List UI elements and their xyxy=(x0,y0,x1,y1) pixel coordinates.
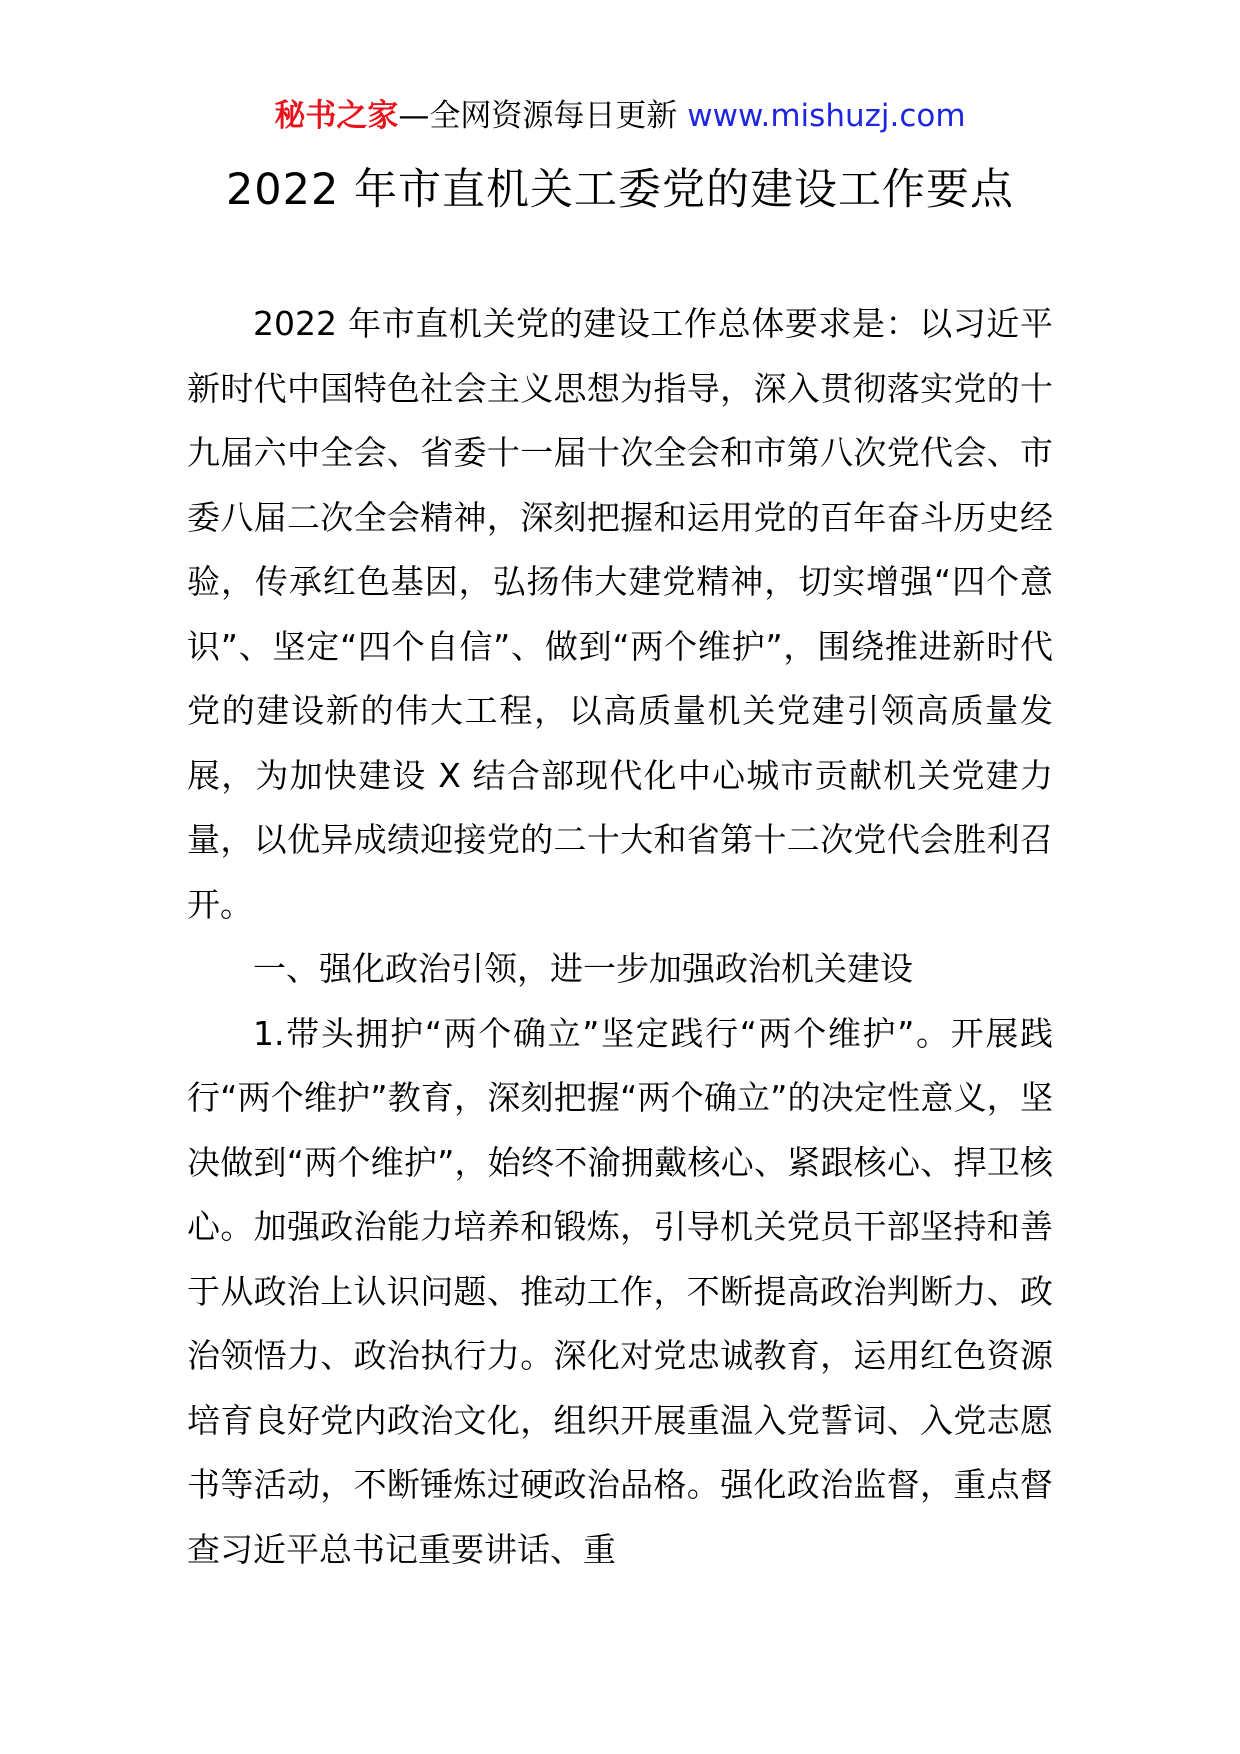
section-heading: 一、强化政治引领，进一步加强政治机关建设 xyxy=(253,949,913,988)
website-link[interactable]: www.mishuzj.com xyxy=(687,98,966,134)
site-header xyxy=(0,96,1240,136)
header-tagline: —全网资源每日更新 xyxy=(398,98,688,134)
intro-paragraph: 2022 年市直机关党的建设工作总体要求是：以习近平新时代中国特色社会主义思想为指导，深入贯彻落实党的十九届六中全会、省委十一届十次全会和市第八次党代会、市委八届二次全会精神，深刻把握和运用党的百年奋斗历史经验，传承红色基因，弘扬伟大建党精神，切实增强“四个意识”、坚定“四个自信”、做到“两个维护”，围绕推进新时代党的建设新的伟大工程，以高质量机关党建引领高质量发展，为加快建设 X 结合部现代化中心城市贡献机关党建力量，以优异成绩迎接党的二十大和省第十二次党代会胜利召开。 xyxy=(187,304,1053,924)
document-title: 2022 年市直机关工委党的建设工作要点 xyxy=(225,165,1015,215)
body-paragraph: 1.带头拥护“两个确立”坚定践行“两个维护”。开展践行“两个维护”教育，深刻把握“两个确立”的决定性意义，坚决做到“两个维护”，始终不渝拥戴核心、紧跟核心、捍卫核心。加强政治能力培养和锻炼，引导机关党员干部坚持和善于从政治上认识问题、推动工作，不断提高政治判断力、政治领悟力、政治执行力。深化对党忠诚教育，运用红色资源培育良好党内政治文化，组织开展重温入党誓词、入党志愿书等活动，不断锤炼过硬政治品格。强化政治监督，重点督查习近平总书记重要讲话、重 xyxy=(187,1013,1053,1569)
document-body xyxy=(187,292,1053,1582)
brand-name: 秘书之家 xyxy=(274,98,399,134)
